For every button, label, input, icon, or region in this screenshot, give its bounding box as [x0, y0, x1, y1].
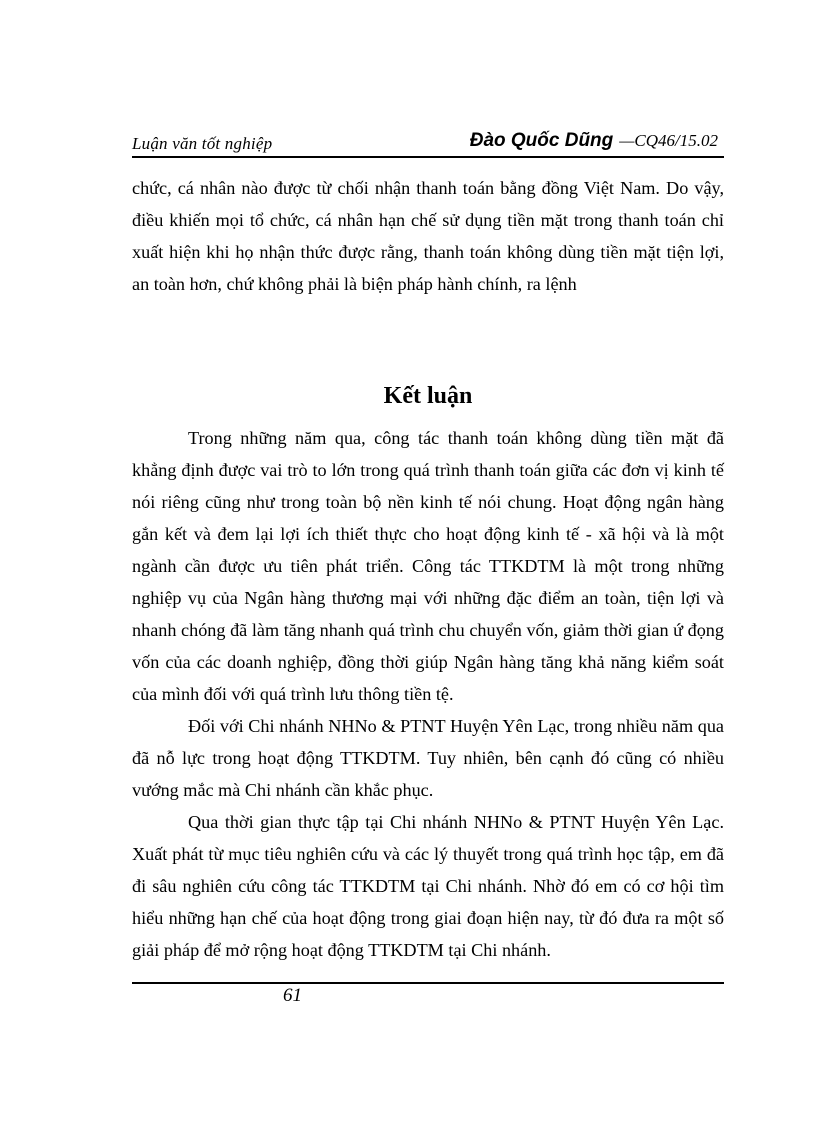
- header-thesis-label: Luận văn tốt nghiệp: [132, 134, 273, 153]
- conclusion-paragraph-3: Qua thời gian thực tập tại Chi nhánh NHNo & PTNT Huyện Yên Lạc. Xuất phát từ mục tiêu nghiên cứu và các lý thuyết trong quá trình học tập, em đã đi sâu nghiên cứu công tác TTKDTM tại Chi nhánh. Nhờ đó em có cơ hội tìm hiểu những hạn chế của hoạt động trong giai đoạn hiện nay, từ đó đưa ra một số giải pháp để mở rộng hoạt động TTKDTM tại Chi nhánh.: [132, 812, 724, 960]
- conclusion-paragraph-1: Trong những năm qua, công tác thanh toán không dùng tiền mặt đã khẳng định được vai trò to lớn trong quá trình thanh toán giữa các đơn vị kinh tế nói riêng cũng như trong toàn bộ nền kinh tế nói chung. Hoạt động ngân hàng gắn kết và đem lại lợi ích thiết thực cho hoạt động kinh tế - xã hội và là một ngành cần được ưu tiên phát triển. Công tác TTKDTM là một trong những nghiệp vụ của Ngân hàng thương mại với những đặc điểm an toàn, tiện lợi và nhanh chóng đã làm tăng nhanh quá trình chu chuyển vốn, giảm thời gian ứ đọng vốn của các doanh nghiệp, đồng thời giúp Ngân hàng tăng khả năng kiểm soát của mình đối với quá trình lưu thông tiền tệ.: [132, 428, 724, 704]
- section-title: Kết luận: [383, 383, 473, 409]
- continued-paragraph-block: [132, 172, 724, 300]
- header-class-code: —CQ46/15.02: [619, 131, 718, 150]
- continued-paragraph: chức, cá nhân nào được từ chối nhận thanh toán bằng đồng Việt Nam. Do vậy, điều khiến mọi tổ chức, cá nhân hạn chế sử dụng tiền mặt trong thanh toán chỉ xuất hiện khi họ nhận thức được rằng, thanh toán không dùng tiền mặt tiện lợi, an toàn hơn, chứ không phải là biện pháp hành chính, ra lệnh: [132, 178, 724, 294]
- page-header: [132, 128, 724, 158]
- header-author-block: [470, 130, 718, 152]
- page-number: 61: [283, 985, 302, 1006]
- conclusion-paragraph-2: Đối với Chi nhánh NHNo & PTNT Huyện Yên Lạc, trong nhiều năm qua đã nỗ lực trong hoạt động TTKDTM. Tuy nhiên, bên cạnh đó cũng có nhiều vướng mắc mà Chi nhánh cần khắc phục.: [132, 716, 724, 800]
- footer-rule: [132, 982, 724, 984]
- conclusion-body: [132, 422, 724, 966]
- header-author-name: Đào Quốc Dũng: [469, 130, 614, 151]
- header-rule: [132, 156, 724, 158]
